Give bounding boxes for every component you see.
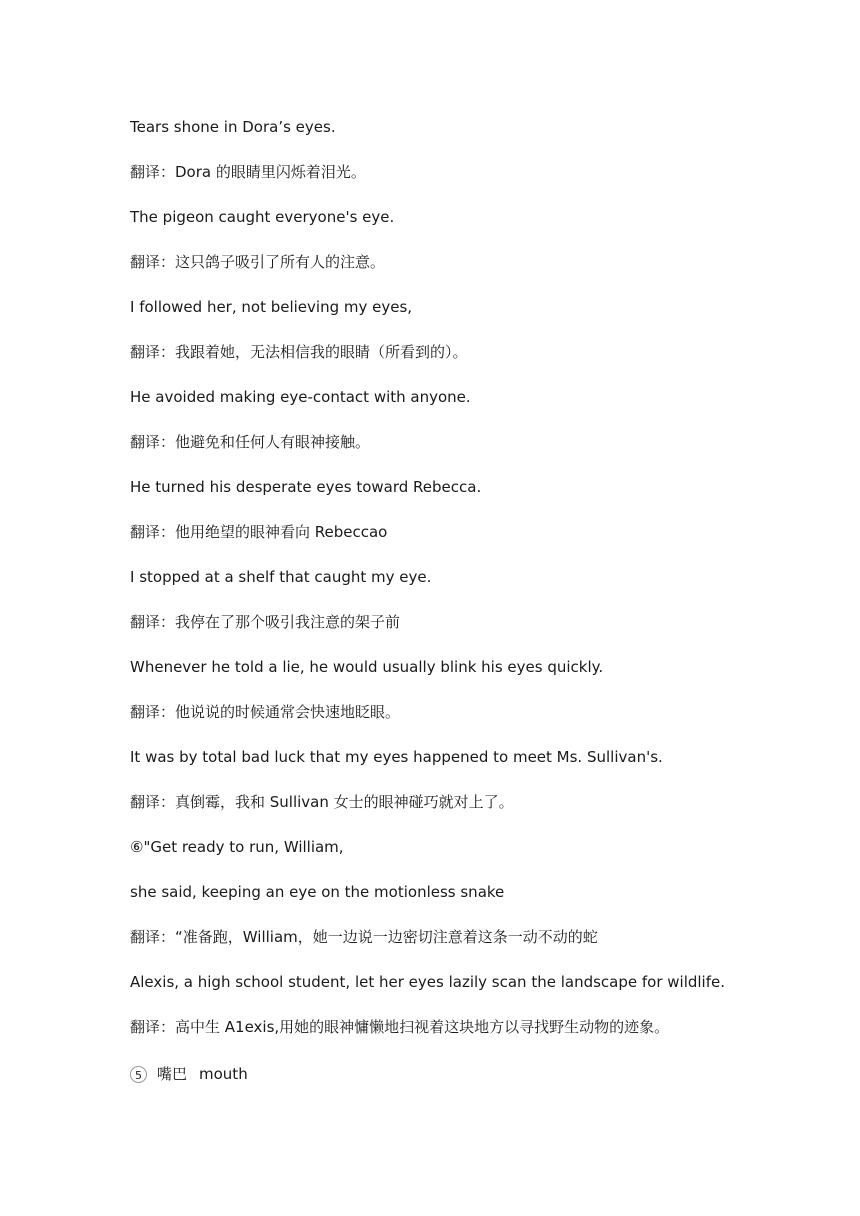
translation-cn: 翻译：真倒霉，我和 Sullivan 女士的眼神碰巧就对上了。 <box>130 793 514 811</box>
sentence-en: He turned his desperate eyes toward Rebecca. <box>130 478 482 496</box>
sentence-en: I stopped at a shelf that caught my eye. <box>130 568 432 586</box>
section-heading <box>130 1063 248 1085</box>
section-title-cn: 嘴巴 <box>157 1065 188 1083</box>
translation-cn: 翻译：我跟着她，无法相信我的眼睛（所看到的）。 <box>130 343 468 361</box>
translation-cn: 翻译：他用绝望的眼神看向 Rebeccao <box>130 523 388 541</box>
translation-cn: 翻译：他避免和任何人有眼神接触。 <box>130 433 371 451</box>
section-title-en: mouth <box>199 1065 248 1083</box>
translation-cn: 翻译：高中生 A1exis,用她的眼神慵懒地扫视着这块地方以寻找野生动物的迹象。 <box>130 1018 670 1036</box>
translation-cn: 翻译：他说说的时候通常会快速地眨眼。 <box>130 703 401 721</box>
sentence-en: The pigeon caught everyone's eye. <box>130 208 395 226</box>
section-number-badge: 5 <box>130 1066 147 1083</box>
sentence-en: He avoided making eye-contact with anyone. <box>130 388 471 406</box>
translation-cn: 翻译：这只鸽子吸引了所有人的注意。 <box>130 253 386 271</box>
translation-cn: 翻译：我停在了那个吸引我注意的架子前 <box>130 613 401 631</box>
sentence-en: Whenever he told a lie, he would usually blink his eyes quickly. <box>130 658 604 676</box>
sentence-en: I followed her, not believing my eyes, <box>130 298 413 316</box>
translation-cn: 翻译：Dora 的眼睛里闪烁着泪光。 <box>130 163 366 181</box>
sentence-en: It was by total bad luck that my eyes happened to meet Ms. Sullivan's. <box>130 748 663 766</box>
text-lines <box>130 117 830 1062</box>
sentence-en: Alexis, a high school student, let her eyes lazily scan the landscape for wildlife. <box>130 973 726 991</box>
sentence-en: ⑥"Get ready to run, William, <box>130 838 344 856</box>
translation-cn: 翻译：“准备跑，William，她一边说一边密切注意着这条一动不动的蛇 <box>130 928 598 946</box>
sentence-en: Tears shone in Dora’s eyes. <box>130 118 336 136</box>
sentence-en: she said, keeping an eye on the motionless snake <box>130 883 505 901</box>
